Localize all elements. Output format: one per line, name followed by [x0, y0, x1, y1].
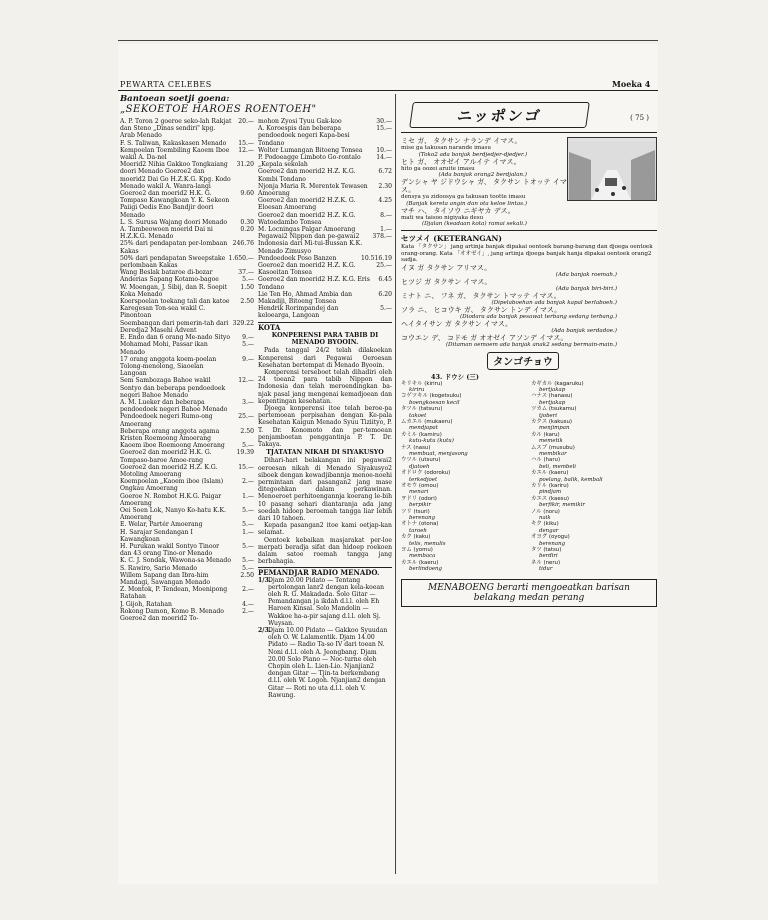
vocab-word: ムスブ (musubu)	[531, 444, 575, 451]
vocab-word: ツリ (tsuri)	[401, 508, 430, 515]
vocab-meaning: bertjakap	[539, 386, 566, 393]
example-translation: (Dipelaboehan ada banjak kapal berlaboeh.)	[491, 299, 617, 306]
vocab-meaning: boengkoesan kecil	[409, 399, 460, 406]
donation-amount: 9.—	[242, 355, 254, 363]
radio-item	[258, 627, 392, 699]
donation-entry	[258, 183, 392, 197]
donation-amount: 12.—	[238, 377, 254, 385]
donation-entry	[120, 190, 254, 219]
lesson-japanese: デンシャ ヤ ジドウシャ ガ、 タクサン トオッテ イマス。	[401, 178, 567, 194]
vocab-meaning: telis, menulis	[409, 540, 446, 547]
lesson-translation: (Toko2 ada banjak berdjedjer-djedjer.)	[418, 151, 527, 158]
donor-name: Lie Ten Ho, Ahmad Ambia dan Makadiji, Bitoeng Tonsea	[258, 290, 353, 306]
donation-amount: 2.30	[378, 182, 392, 190]
vocab-meaning: taroeh	[409, 527, 427, 534]
vocab-column-2	[531, 381, 655, 573]
donation-entry	[258, 226, 392, 233]
radio-date: 1/3.	[258, 576, 271, 584]
vocab-meaning: dengar	[539, 527, 559, 534]
donation-entry	[120, 586, 254, 600]
vocab-word: カル (karu)	[531, 431, 560, 438]
donor-name: Goeroe2 dan moerid2 H.Z. K.G. Kasoeitan Tonsea	[258, 262, 356, 277]
keterangan-note: Kata 「タクサン」 jang artinja banjak dipakai oentoek barang-barang dan djoega oentoek orang-orang. Kata 「オオゼイ」, jang artinja djoega banjak hanja dipakai oentoek orang2 sadja.	[401, 244, 653, 263]
vocab-word: ウツル (utsuru)	[401, 457, 441, 464]
vocab-word: カエス (kaesu)	[531, 495, 569, 502]
vocab-meaning: takoet	[409, 412, 427, 419]
kota-title: KOTA	[258, 322, 392, 331]
donor-name: A. P. Toron 2 goeroe seko-lah Rakjat dan Steno „Dinas sendiri" kpg. Arab Menado	[120, 118, 232, 140]
top-rule	[118, 40, 658, 41]
donor-name: S. Rawiro, Sario Menado	[120, 564, 198, 572]
example-japanese: ソラ ニ、 ヒコウキ ガ、 タクサン トンデ イマス。	[401, 305, 562, 314]
donor-name: Goeroe2 dan moerid2 H.K. G. Tompaso Kawangkoan Y. K. Sekeon Paiigi Oedis Eno Bandjir doori Menado	[120, 190, 230, 219]
donor-name: Pendoedoek Poso Banzen	[258, 254, 337, 262]
donation-amount: 12.—	[238, 146, 254, 154]
example-japanese: ミナト ニ、 フネ ガ、 タクサン トマッテ イマス。	[401, 291, 561, 300]
example-japanese: ヘイタイサン ガ タクサン イマス。	[401, 319, 513, 328]
donor-name: Goeroe2 dan moerid2 H.K. G. Tompaso-baroe Amoe-rang	[120, 449, 212, 464]
example-japanese: コウエン デ、 コドモ ガ オオゼイ アソンデ イマス。	[401, 333, 568, 342]
radio-item	[258, 577, 392, 627]
vocab-meaning: beli, membeli	[539, 463, 577, 470]
donation-amount: 8.—	[380, 211, 392, 219]
donor-name: Willem Sapang dan Ibra-him Mandagi, Sawangan Menado	[120, 571, 211, 586]
donation-amount: 25.—	[376, 262, 392, 270]
vocab-word: キリキル (kiriru)	[401, 380, 443, 387]
donor-name: Wolter Lumangan Bitoeng Tonsea	[258, 146, 363, 154]
vocab-meaning: poelang, balik, kembali	[539, 476, 603, 483]
donation-entry	[120, 140, 254, 147]
donation-amount: 15.—	[238, 463, 254, 471]
donation-entry	[120, 615, 254, 622]
donation-amount: 1.650.—	[228, 254, 254, 262]
donation-entry	[258, 305, 392, 319]
japanese-lesson-section	[395, 94, 657, 874]
vocab-word: カク (kaku)	[401, 534, 431, 541]
donor-name: Koerspoelan toekang tali dan katoe Karegesan Ton-sea wakil C. Pinontoan	[120, 298, 230, 320]
vocab-meaning: berdiri	[539, 553, 558, 560]
donation-amount: 19.39	[236, 449, 254, 457]
donation-entry	[120, 608, 254, 615]
donation-entry	[120, 478, 254, 492]
vocab-word: カエル (kaeru)	[401, 559, 439, 566]
lesson-number: ( 75 )	[630, 114, 649, 122]
donation-entry	[120, 557, 254, 564]
donor-name: Njonja Maria R. Merentek Tewasen Amoerang	[258, 182, 368, 198]
donation-entry	[120, 240, 254, 254]
slogan-line: MENABOENG berarti mengoeatkan barisan	[428, 582, 630, 593]
donor-name: Oei Soen Lok, Nanyo Ko-hatu K.K. Amoerang	[120, 506, 226, 522]
example-translation: (Ada banjak serdadoe.)	[551, 327, 617, 334]
vocab-column-1	[401, 381, 525, 573]
donor-name: Goeroe2 dan moerid2 H.Z. K.G. Eris Tondano	[258, 276, 370, 291]
donor-name: Kaoem iboe Roemoong Amoerang	[120, 442, 225, 450]
donation-amount: 329.22	[232, 319, 254, 327]
donation-entry	[120, 334, 254, 341]
donation-entry	[258, 154, 392, 168]
vocab-meaning: berpikir	[409, 502, 431, 509]
donation-amount: 4.—	[242, 600, 254, 608]
donation-entry	[258, 276, 392, 290]
donation-entry	[120, 601, 254, 608]
donation-entry	[258, 147, 392, 154]
lesson-sentences	[401, 137, 567, 227]
lesson-japanese: ヒト ガ、 オオゼイ アルイテ イマス。	[401, 157, 521, 166]
vocab-word: ツカム (tsukamu)	[531, 406, 577, 413]
donation-amount: 3.—	[242, 398, 254, 406]
vocab-meaning: berenang	[409, 515, 436, 522]
donor-name: P. Podoeagge Limboto Go-rontalo „Kepala sekolah	[258, 154, 361, 169]
donation-entry	[120, 161, 254, 190]
donation-entry	[120, 269, 254, 276]
donation-entry	[120, 399, 254, 413]
donation-amount: 10.—	[376, 146, 392, 154]
donor-name: A. Koroespis dan beberapa pendoedoek negeri Kapa-besi Tondano	[258, 125, 350, 147]
vocab-meaning: menari	[409, 489, 429, 496]
donor-name: Wang Beslak bataroe di-bozar	[120, 269, 213, 277]
donor-name: Pegawai2 Nippon dan pe-gawai2 Indonesia dari Mi-tui-Bussan K.K. Menado Zimusyo	[258, 233, 363, 255]
donation-entry	[258, 255, 392, 262]
radio-title: PEMANDJAR RADIO MENADO.	[258, 567, 392, 576]
donation-entry	[120, 507, 254, 521]
vocab-word: ノル (noru)	[531, 508, 560, 515]
keterangan-title: セツメイ (KETERANGAN)	[401, 230, 657, 244]
donation-entry	[120, 521, 254, 528]
donor-name: Rokong Damon, Komo B. Menado	[120, 607, 224, 615]
donation-entry	[120, 255, 254, 269]
lesson-romaji: densya ya zidoosya ga takusan tootte imasu	[401, 194, 526, 200]
donation-entry	[120, 276, 254, 283]
donation-amount: 6.20	[378, 290, 392, 298]
donation-amount: 246.76	[232, 240, 254, 248]
donor-name: Anderias Sapang Kotamo-bagoe	[120, 276, 219, 284]
vocab-meaning: pindjam	[539, 489, 562, 496]
donation-entry	[120, 449, 254, 463]
kota-subtitle: KONPERENSI PARA TABIB DI MENADO BYOOIN.	[271, 331, 379, 347]
donation-entry	[120, 284, 254, 298]
example-translation: (Ditaman oemoem ada banjak anak2 sedang bermain-main.)	[445, 341, 617, 348]
donor-name: F. S. Taliwan, Kakaskasen Menado	[120, 139, 227, 147]
kota-paragraph: Konperensi terseboet telah dihadiri oleh 24 toean2 para tabib Nippon dan Indonesia dan telah meroendingkan ba-njak pasal jang mengenai kemadjoean dan kepentingan kesehatan.	[258, 368, 392, 405]
example-list	[401, 264, 657, 348]
donation-amount: 9.60	[240, 190, 254, 198]
donation-entry	[120, 413, 254, 427]
donor-name: M. Locningas Palgar Amoerang	[258, 226, 356, 234]
vocab-word: オトナ (otona)	[401, 521, 439, 528]
donor-name: Goeroe2 dan moerid2 H.Z. K.G. Watoedambo Tonsea	[258, 211, 356, 226]
donation-entry	[120, 543, 254, 557]
donor-name: J. Gijoh, Ratahan	[120, 600, 172, 608]
donation-entry	[120, 529, 254, 543]
donation-entry	[258, 168, 392, 182]
radio-program: Djam 20.00 Pidato — Tentang pertolongan lanr2 dengan kela-koean oleh R. G. Makadada. Solo Gitar — Pemandangan ja ikdah d.l.l. oleh Eh Haroen Kinsal. Solo Mandolin — Wakkoe ha-a-pir sajang d.l.l. oleh Sj. Wuysan.	[268, 576, 385, 627]
donation-entry	[120, 572, 254, 586]
donor-name: Goeroe2 dan moerid2 H.Z. K.G. Kombi Tondano	[258, 168, 356, 183]
donation-entry	[120, 298, 254, 320]
donation-amount: 31.20	[236, 161, 254, 169]
slogan-line: belakang medan perang	[473, 592, 585, 603]
donation-amount: 2.50	[240, 571, 254, 579]
donation-entry	[120, 118, 254, 140]
donation-entry	[258, 118, 392, 125]
donation-amount: 20.—	[238, 118, 254, 125]
donation-entry	[258, 212, 392, 226]
donor-name: K. C. J. Sondak, Wawona-sa Menado	[120, 557, 231, 565]
donation-entry	[120, 493, 254, 507]
donor-name: Goeroe2 dan moerid2 H.Z.K. G. Eloesan Amoerang	[258, 197, 356, 212]
donor-name: Mohamad Mohi, Passar ikan Menado	[120, 341, 208, 356]
city-street-icon	[569, 142, 655, 200]
vocab-meaning: membikar	[539, 450, 567, 457]
lesson-translation: (Ada banjak orang2 berdjalan.)	[438, 172, 527, 178]
vocab-word: カミル (kamiru)	[401, 431, 442, 438]
donation-amount: 6.45	[378, 276, 392, 284]
donation-entry	[120, 219, 254, 226]
donation-amount: 6.72	[378, 168, 392, 176]
vocab-word: ヨム (yomu)	[401, 547, 433, 554]
donor-name: H. Sarajar Sendangan I Kawangkoan	[120, 528, 193, 543]
vocab-meaning: tjoberi	[539, 412, 558, 419]
vocab-word: ヲドリ (odori)	[401, 495, 437, 502]
headline: „SEKOETOE HAROES ROENTOEH"	[120, 104, 317, 115]
masthead-title: PEWARTA CELEBES	[120, 80, 212, 89]
donation-amount: 15.—	[376, 125, 392, 133]
donor-name: E. Endo dan 6 orang Me-nado Sityo	[120, 334, 231, 342]
donation-amount: 5.—	[242, 341, 254, 349]
donation-amount: 5.—	[242, 564, 254, 572]
example-japanese: イヌ ガ タクサン アリマス。	[401, 263, 492, 272]
example-japanese: ヒツジ ガ タクサン イマス。	[401, 277, 492, 286]
donor-name: H. Purukan wakil Sontyo Tinoor dan 43 orang Tino-or Menado	[120, 542, 220, 558]
donation-amount: 5.—	[242, 506, 254, 514]
donation-amount: 5.—	[242, 557, 254, 565]
donation-amount: 10.516.19	[360, 254, 392, 262]
donation-amount: 378.—	[372, 233, 392, 241]
donation-entry	[120, 464, 254, 478]
donor-name: Goeroe2 dan moerid2 H.Z. K.G. Motoling Amoerang	[120, 463, 218, 478]
donation-amount: 2.—	[242, 478, 254, 486]
vocab-word: コゲツキル (kogetsuku)	[401, 393, 462, 400]
vocab-meaning: berfikir, memikir	[539, 502, 585, 509]
donation-column-1	[120, 118, 254, 699]
donation-amount: 15.—	[238, 139, 254, 147]
vocab-word: ネル (neru)	[531, 559, 561, 566]
example-translation: (Ada banjak biri-biri.)	[555, 285, 617, 292]
donation-amount: 5.—	[380, 305, 392, 313]
vocab-word: オドロク (odoroku)	[401, 470, 451, 477]
donation-amount: 0.30	[240, 218, 254, 226]
lesson-romaji: mati wa taisoo nigiyaka desu	[401, 214, 484, 221]
page-number: Moeka 4	[612, 79, 651, 89]
example-translation: (Ada banjak roemah.)	[555, 271, 617, 278]
street-illustration	[567, 137, 657, 201]
vocab-meaning: mendjapat	[409, 425, 438, 432]
vocab-word: カエル (kaeru)	[531, 470, 569, 477]
vocab-meaning: djatoeh	[409, 463, 430, 470]
donation-entry	[258, 291, 392, 305]
donation-entry	[258, 125, 392, 147]
vocab-meaning: memetik	[539, 438, 563, 445]
donation-entry	[120, 442, 254, 449]
vocab-meaning: terkedjoet	[409, 476, 438, 483]
kicker: Bantoean soetji goena:	[120, 94, 230, 104]
donation-amount: 1.50	[240, 283, 254, 291]
vocab-title: タンゴチョウ	[487, 352, 559, 370]
vocab-meaning: naik	[539, 515, 551, 522]
header-rule	[118, 90, 658, 91]
donation-entry	[120, 428, 254, 442]
nikah-paragraph: Kepada pasangan2 itoe kami oetjap-kan selamat.	[258, 522, 392, 537]
lesson-banner	[401, 94, 657, 133]
donor-name: Hendrik Rorimpandej dan keloearga, Langoan	[258, 305, 339, 320]
donor-name: Koempoelan „Kaoem iboe (Islam) Ongkau Amoerang	[120, 478, 224, 493]
donor-name: Pendoedoek negeri Rumo-ong Amoerang	[120, 413, 213, 428]
donation-amount: 9.—	[242, 334, 254, 342]
vocab-word: カクス (kakusu)	[531, 418, 572, 425]
donation-entry	[258, 197, 392, 211]
donor-name: Z. Montok, P. Tendean, Moenipong Ratahan	[120, 586, 228, 601]
donor-name: 17 orang anggota koem-poelan Tolong-menolong, Siaoelan Langoan	[120, 355, 217, 378]
vocab-heading: 43. ドウシ (三)	[431, 372, 479, 381]
donation-entry	[258, 233, 392, 255]
example-translation: (Diodara ada banjak pesawat terbang sedang terbang.)	[459, 313, 617, 320]
vocab-word: ハル (haru)	[531, 457, 561, 464]
lesson-japanese: マチ ハ、 タイソウ ニギヤカ デス。	[401, 206, 515, 215]
donor-name: E. Welar, Partér Amoerang	[120, 521, 203, 529]
donor-name: A. Tambeowoen moerid Dai ni H.Z.K.G. Menado	[120, 226, 213, 241]
donor-name: Goeroe N. Rombot H.K.G. Paigar Amoerang	[120, 492, 222, 507]
donation-entry	[120, 341, 254, 355]
donation-entry	[258, 262, 392, 276]
donor-name: Soembangan dari pemerin-tah dari Deredja2 Masehi Advent	[120, 319, 229, 334]
lesson-translation: (Djalan (keadaan kota) ramai sekali.)	[421, 221, 527, 227]
vocab-meaning: membaca	[409, 553, 436, 560]
donation-amount: 5.—	[242, 442, 254, 450]
donation-amount: 1.—	[380, 226, 392, 234]
donation-amount	[234, 615, 254, 622]
donation-entry	[120, 320, 254, 334]
donation-amount: 1.—	[242, 528, 254, 536]
nikah-paragraph: Oentoek kebaikan masjarakat per-loe merpati beradja sifat dan hidoep roekoen dalam satoe roemah tangga jang berbahagia.	[258, 536, 392, 566]
vocab-word: ナス (nasu)	[401, 444, 431, 451]
donation-entry	[120, 377, 254, 399]
donation-amount: 14.—	[376, 154, 392, 162]
donor-name: Moerid2 Nihia Gakkoo Tongkaiang doori Menado Goeroe2 dan moerid2 Dai Go H.Z.K.G. Kpg. Kodo Menado wakil A. Wanra-langi	[120, 161, 231, 190]
donation-entry	[120, 147, 254, 161]
kota-paragraph: Djoega konperensi itoe telah beroe-pa pertemoean perpisahan dengan Ke-pala Kesehatan Kaigun Menado Syuu Tiziityo, P. T. Dr. Konomoto dan per-temoean penjamboetan penggantinja P. T. Dr. Takaya.	[258, 404, 392, 448]
donation-amount: 5.—	[242, 542, 254, 550]
donor-name: 25% dari pendapatan per-lombaan Kakas	[120, 240, 228, 255]
donor-name: 50% dari pendapatan Sweepstake perlombaan Kakas	[120, 254, 226, 270]
donation-amount: 30.—	[376, 118, 392, 125]
donor-name: mohon Zyosi Tyuu Gak-koo	[258, 118, 342, 125]
lesson-translation: (Banjak kereta angin dan ota keloe lintas.)	[406, 200, 527, 207]
vocab-word: カリル (kariru)	[531, 483, 569, 489]
lesson-romaji: mise ga takusan narande imasu	[401, 145, 492, 151]
donation-entry	[120, 356, 254, 378]
lesson-romaji: hito ga oozei aruite imasu	[401, 165, 475, 172]
donation-section	[120, 94, 392, 874]
vocab-word: オヨグ (oyogu)	[531, 534, 570, 541]
donation-column-2	[258, 118, 392, 699]
vocab-meaning: menjimpan	[539, 425, 570, 432]
donation-entry	[120, 565, 254, 572]
nikah-paragraph: Dihari-hari belakangan ini pegawai2 oeroesan nikah di Menado Siyakusyo2 siboek dengan kewadjibannja menoe-noehi permintaan dari pasangan2 jang mase ditegoehkan dalam perkawinan. Menoeroet perhitoengannja koerang le-bih 10 pasang sehari diantaranja ada jang soedah hidoep beroemah tangga liar lebih dari 10 tahoen.	[258, 457, 392, 522]
donation-amount: 0.20	[240, 226, 254, 234]
donation-amount: 2.—	[242, 607, 254, 615]
donation-amount: 1.—	[242, 492, 254, 500]
radio-program: Djam 10.00 Pidato — Gakkoo Syuudan oleh O. W. Lalamentik. Djam 14.00 Pidato — Radio Ta-so IV dari toean N. Noni d.l.l. oleh A. Jeongbang. Djam 20.00 Solo Piano — Noc-turne oleh Chopin oleh L. Lien-Lio. Njanjian2 dengan Gitar — Tjin-ta berkembang d.l.l. oleh W. Logoh. Njanjian2 dengan Gitar — Roti no uta d.l.l. oleh V. Rawung.	[268, 627, 388, 699]
donation-amount: 5.—	[242, 521, 254, 529]
banner-title: ニッポンゴ	[409, 102, 590, 128]
kota-paragraph: Pada tanggal 24/2 telah dilakoekan Konperensi dari Pegawai Oeroesan Kesehatan bertempat di Menado Byooin.	[258, 347, 392, 369]
vocab-word: カギカル (kagaruku)	[531, 380, 584, 387]
donation-amount: 2.—	[242, 586, 254, 594]
vocab-meaning: berenang	[539, 540, 566, 547]
slogan-box	[401, 579, 657, 607]
donor-name: L. S. Surusa Wajang doori Menado	[120, 218, 228, 226]
donation-amount: 2.50	[240, 427, 254, 435]
donation-amount: 37.—	[238, 269, 254, 277]
vocab-word: ムカエル (mukaeru)	[401, 418, 453, 425]
donation-entry	[120, 226, 254, 240]
vocab-word: キク (kiku)	[531, 521, 559, 528]
donor-name: Sem Sambozaga Bahoe wakil Sontyo dan beberapa pendoedoek negeri Bahoe Menado	[120, 377, 226, 399]
vocab-meaning: berlindoeng	[409, 566, 442, 573]
vocab-meaning: tidur	[539, 566, 553, 573]
vocab-word: タツ (tatsu)	[531, 547, 562, 554]
donation-amount: 25.—	[238, 413, 254, 421]
nikah-title: TJATATAN NIKAH DI SIYAKUSYO	[266, 449, 384, 457]
donation-amount: 4.25	[378, 197, 392, 205]
lesson-japanese: ミセ ガ、 タクサン ナランデ イマス。	[401, 137, 522, 145]
donor-name: Beberapa orang anggota agama Kristen Roemoong Amoerang	[120, 427, 220, 442]
vocab-word: オモウ (omou)	[401, 483, 439, 489]
donor-name: Goeroe2 dan moerid2 To-	[120, 615, 199, 623]
vocab-meaning: membuat, menjasong	[409, 450, 468, 457]
vocab-word: タツル (tatsuru)	[401, 406, 443, 413]
vocab-meaning: kiriru	[409, 386, 425, 393]
vocab-meaning: bertjakap	[539, 399, 566, 406]
donor-name: W. Moengan, J. Sibij, dan R. Soepit Koka Menado	[120, 283, 228, 298]
donor-name: Kempoelan Toembiling Kaoem Iboe wakil A. Da-nel	[120, 146, 230, 162]
vocab-meaning: kutu-kutu (kutu)	[409, 438, 454, 445]
donor-name: A. M. Lueker dan beberapa pendoedoek negeri Bahoe Menado	[120, 398, 228, 414]
donation-amount: 5.—	[242, 276, 254, 284]
vocab-word: ハナス (hanasu)	[531, 393, 573, 400]
radio-date: 2/3.	[258, 627, 271, 635]
donation-amount: 2.50	[240, 298, 254, 306]
